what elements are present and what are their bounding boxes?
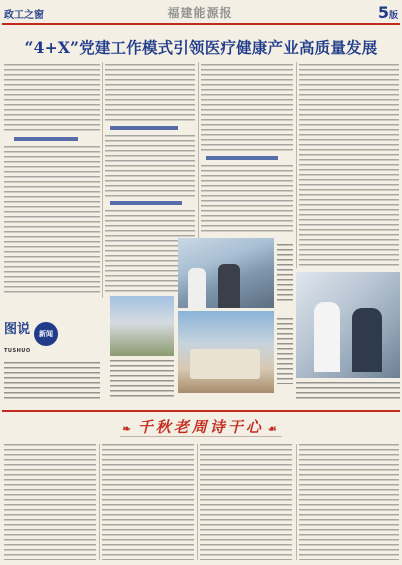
masthead [0,0,402,24]
photo-caption [277,244,293,304]
section-name: 政工之窗 [4,10,44,21]
photo-caption [4,362,100,402]
title-ornament-right: ☙ [267,424,280,435]
bottom-section-title [0,416,402,437]
picture-news-title: 图说 [4,322,31,337]
news-photo [178,311,274,393]
title-underline [120,436,282,437]
article-subhead [14,137,78,141]
column-divider [296,62,297,268]
page-number [378,3,398,22]
article-text-block [299,64,399,268]
title-ornament-left: ❧ [122,424,134,435]
article-subhead [110,126,178,130]
photo-caption [277,318,293,384]
news-photo [296,272,400,378]
section-rule [2,410,400,412]
poem-text-block [299,444,399,560]
paper-name: 福建能源报 [167,6,233,20]
poem-text-block [102,444,194,560]
column-divider [99,444,100,560]
article-text-block [201,165,293,235]
news-photo [110,296,174,356]
article-subhead [110,201,182,205]
article-text-block [105,64,195,122]
poem-text-block [4,444,96,560]
photo-caption [296,382,400,402]
article-text-block [4,64,100,134]
article-text-block [201,64,293,152]
column-divider [197,444,198,560]
article-text-block [105,135,195,197]
headline: “4+X”党建工作模式引领医疗健康产业高质量发展 [24,38,378,57]
page-number-label: 版 [388,11,398,21]
bottom-section-title-text: 千秋老周诗干心 [137,418,264,436]
masthead-rule [2,23,400,25]
news-badge: 新闻 [34,322,58,346]
column-divider [198,62,199,238]
news-photo [178,238,274,308]
page-number-value: 5 [377,3,389,22]
photo-caption [110,360,174,400]
poem-text-block [200,444,292,560]
picture-news-logo [4,318,64,360]
article-subhead [206,156,278,160]
article-text-block [4,146,100,296]
column-divider [296,444,297,560]
column-divider [102,62,103,298]
picture-news-sub: TUSHUO [4,348,31,354]
